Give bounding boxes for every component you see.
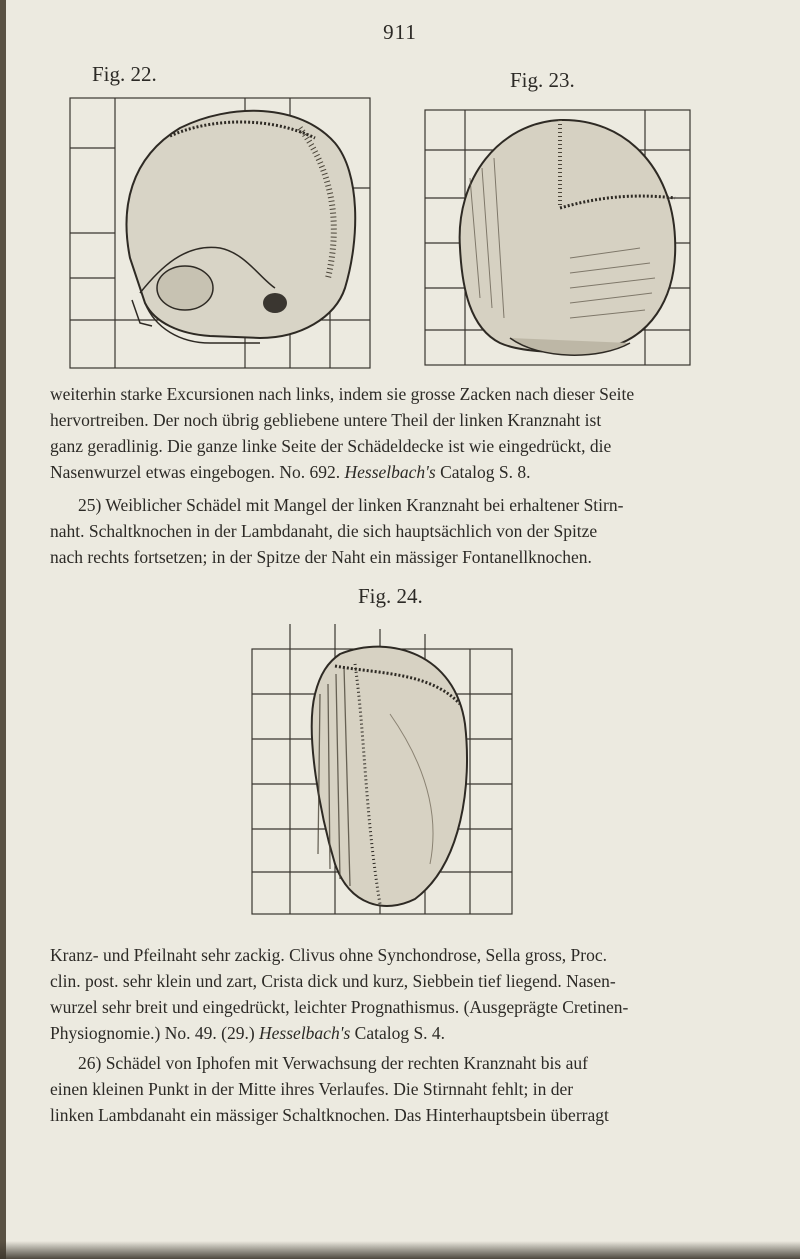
fig23-skull-rear-illustration (420, 98, 720, 370)
fig22-label: Fig. 22. (92, 62, 157, 86)
paragraph-item-25 (50, 492, 764, 570)
p3-line4 (50, 1020, 764, 1046)
p3-line4-text: Physiognomie.) No. 49. (29.) (50, 1023, 260, 1043)
p1-line3: ganz geradlinig. Die ganze linke Seite der Schädeldecke ist wie eingedrückt, die (50, 436, 612, 456)
p1-line1: weiterhin starke Excursionen nach links, indem sie grosse Zacken nach dieser Seite (50, 384, 635, 404)
fig24-label: Fig. 24. (358, 584, 423, 608)
p2-line3: nach rechts fortsetzen; in der Spitze der Naht ein mässiger Fontanellknochen. (50, 547, 592, 567)
fig24-skull-top-illustration (240, 614, 550, 918)
p3-line3: wurzel sehr breit und eingedrückt, leichter Prognathismus. (Ausgeprägte Cretinen- (50, 997, 629, 1017)
p4-line3: linken Lambdanaht ein mässiger Schaltknochen. Das Hinterhauptsbein überragt (50, 1105, 609, 1125)
book-binding-edge (0, 0, 6, 1259)
page-number: 911 (383, 20, 417, 44)
fig22-skull-lateral-illustration (60, 88, 380, 378)
p1-line2: hervortreiben. Der noch übrig gebliebene untere Theil der linken Kranznaht ist (50, 410, 602, 430)
p4-line2: einen kleinen Punkt in der Mitte ihres Verlaufes. Die Stirnnaht fehlt; in der (50, 1079, 574, 1099)
p2-line1: 25) Weiblicher Schädel mit Mangel der linken Kranznaht bei erhaltener Stirn- (78, 495, 624, 515)
p2-line2: naht. Schaltknochen in der Lambdanaht, die sich hauptsächlich von der Spitze (50, 521, 598, 541)
paragraph-item-26 (50, 1050, 764, 1128)
p1-line4-text: Nasenwurzel etwas eingebogen. No. 692. (50, 462, 345, 482)
page-bottom-shadow (0, 1241, 800, 1259)
p1-line4 (50, 459, 764, 485)
paragraph-continuation (50, 381, 764, 485)
p4-line1: 26) Schädel von Iphofen mit Verwachsung der rechten Kranznaht bis auf (78, 1053, 588, 1073)
p3-line1: Kranz- und Pfeilnaht sehr zackig. Clivus ohne Synchondrose, Sella gross, Proc. (50, 945, 607, 965)
p3-catalog-author: Hesselbach's (259, 1023, 351, 1043)
p1-line4-end: Catalog S. 8. (435, 462, 531, 482)
paragraph-item-25-continued (50, 942, 764, 1046)
p3-line2: clin. post. sehr klein und zart, Crista dick und kurz, Siebbein tief liegend. Nasen- (50, 971, 616, 991)
p1-catalog-author: Hesselbach's (344, 462, 436, 482)
fig23-label: Fig. 23. (510, 68, 575, 92)
fig23-skull-shape (460, 120, 676, 355)
fig22-skull-shape (127, 111, 356, 343)
p3-line4-end: Catalog S. 4. (350, 1023, 446, 1043)
